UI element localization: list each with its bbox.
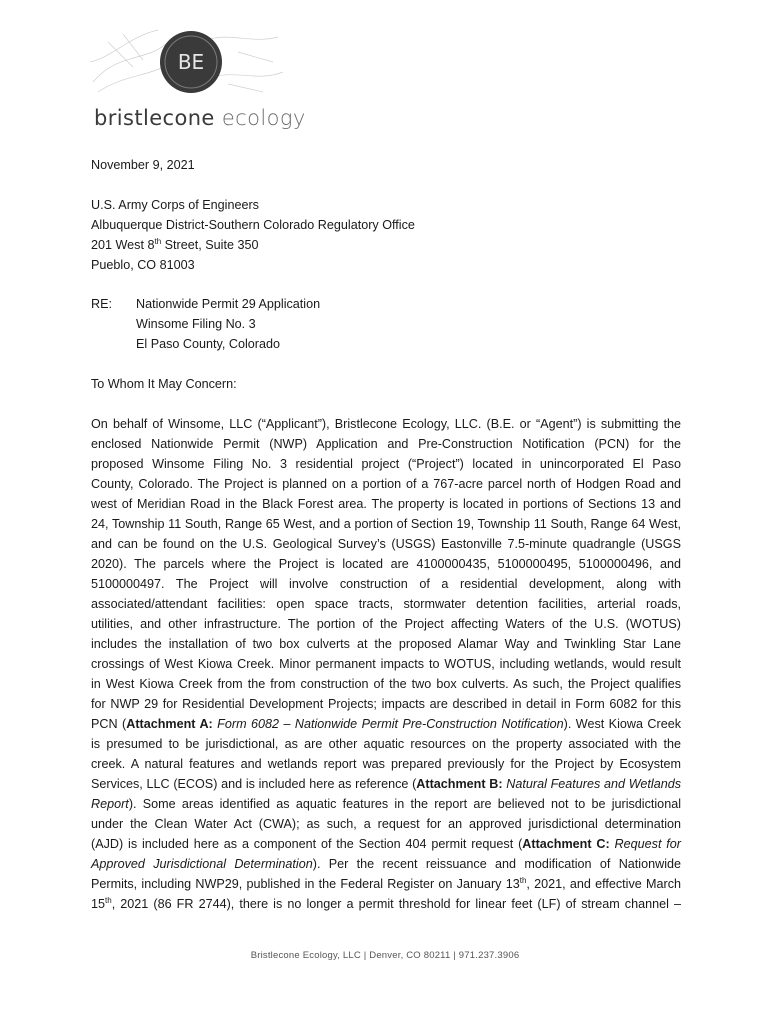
body-line: crossings of West Kiowa Creek. Minor permanent impacts to WOTUS, including wetlands, would result	[91, 657, 681, 671]
body-line: PCN (Attachment A: Form 6082 – Nationwide Permit Pre-Construction Notification). West Kiowa Creek	[91, 717, 681, 731]
body-line: in West Kiowa Creek from the from construction of the two box culverts. As such, the Project qualifies	[91, 677, 681, 691]
attachment-c-title: Request for	[609, 837, 682, 851]
body-paragraph	[91, 414, 681, 914]
body-line: enclosed Nationwide Permit (NWP) Application and Pre-Construction Notification (PCN) for the	[91, 437, 681, 451]
recipient-line: Pueblo, CO 81003	[91, 258, 195, 272]
body-line: 5100000497. The Project will involve construction of a residential development, along with	[91, 577, 681, 591]
brand-name: bristlecone ecology	[94, 106, 306, 130]
body-line: (AJD) is included here as a component of the Section 404 permit request (Attachment C: Request for	[91, 837, 682, 851]
re-line: Winsome Filing No. 3	[136, 317, 256, 331]
body-line: associated/attendant facilities: open space tracts, stormwater detention facilities, arterial roads,	[91, 597, 681, 611]
body-line: proposed Winsome Filing No. 3 residential project (“Project”) located in unincorporated El Paso	[91, 457, 681, 471]
body-line: utilities, and other infrastructure. The portion of the Project affecting Waters of the U.S. (WOTUS)	[91, 617, 681, 631]
attachment-a-title: Form 6082 – Nationwide Permit Pre-Construction Notification	[212, 717, 564, 731]
page-footer: Bristlecone Ecology, LLC | Denver, CO 80211 | 971.237.3906	[250, 950, 520, 961]
letter-date: November 9, 2021	[91, 158, 195, 172]
body-line: 24, Township 11 South, Range 65 West, and a portion of Section 19, Township 11 South, Range 64 West,	[91, 517, 681, 531]
bristlecone-logo	[88, 22, 288, 102]
body-line: County, Colorado. The Project is planned on a portion of a 767-acre parcel north of Hodgen Road and	[91, 477, 681, 491]
body-line: Report). Some areas identified as aquatic features in the report are believed not to be jurisdictional	[91, 797, 681, 811]
body-line: 2020). The parcels where the Project is located are 4100000435, 5100000495, 5100000496, and	[91, 557, 681, 571]
body-line: Approved Jurisdictional Determination). Per the recent reissuance and modification of Nationwide	[91, 857, 682, 871]
attachment-a-label: Attachment A:	[126, 717, 213, 731]
body-line: Services, LLC (ECOS) and is included here as reference (Attachment B: Natural Features and Wetlands	[91, 777, 681, 791]
re-lines	[136, 294, 320, 354]
body-line: west of Meridian Road in the Black Forest area. The property is located in portions of Sections 13 and	[91, 497, 681, 511]
body-line: 15th, 2021 (86 FR 2744), there is no longer a permit threshold for linear feet (LF) of stream channel –	[91, 895, 681, 911]
logo-initials: BE	[177, 50, 205, 74]
body-line: and can be found on the U.S. Geological Survey’s (USGS) Eastonville 7.5-minute quadrangle (USGS	[91, 537, 681, 551]
recipient-line: 201 West 8th Street, Suite 350	[91, 236, 259, 252]
re-line: Nationwide Permit 29 Application	[136, 297, 321, 311]
re-label: RE:	[91, 297, 112, 311]
attachment-b-label: Attachment B:	[416, 777, 503, 791]
recipient-address	[91, 195, 681, 275]
attachment-b-title: Natural Features and Wetlands	[502, 777, 681, 791]
salutation: To Whom It May Concern:	[91, 377, 237, 391]
body-line: includes the installation of two box culverts at the proposed Alamar Way and Twinkling Star Lane	[91, 637, 681, 651]
body-line: creek. A natural features and wetlands report was prepared previously for the Project by Ecosystem	[91, 757, 681, 771]
body-line: Permits, including NWP29, published in the Federal Register on January 13th, 2021, and effective March	[91, 875, 681, 891]
attachment-c-label: Attachment C:	[522, 837, 610, 851]
body-line: under the Clean Water Act (CWA); as such, a request for an approved jurisdictional determination	[91, 817, 681, 831]
body-line: On behalf of Winsome, LLC (“Applicant”), Bristlecone Ecology, LLC. (B.E. or “Agent”) is submitting the	[91, 417, 681, 431]
recipient-line: U.S. Army Corps of Engineers	[91, 198, 259, 212]
recipient-line: Albuquerque District-Southern Colorado Regulatory Office	[91, 218, 415, 232]
body-line: is presumed to be jurisdictional, as are other aquatic resources on the property associated with the	[91, 737, 681, 751]
body-line: for NWP 29 for Residential Development Projects; impacts are described in detail in Form 6082 for this	[91, 697, 681, 711]
re-line: El Paso County, Colorado	[136, 337, 280, 351]
letterhead	[88, 22, 306, 130]
